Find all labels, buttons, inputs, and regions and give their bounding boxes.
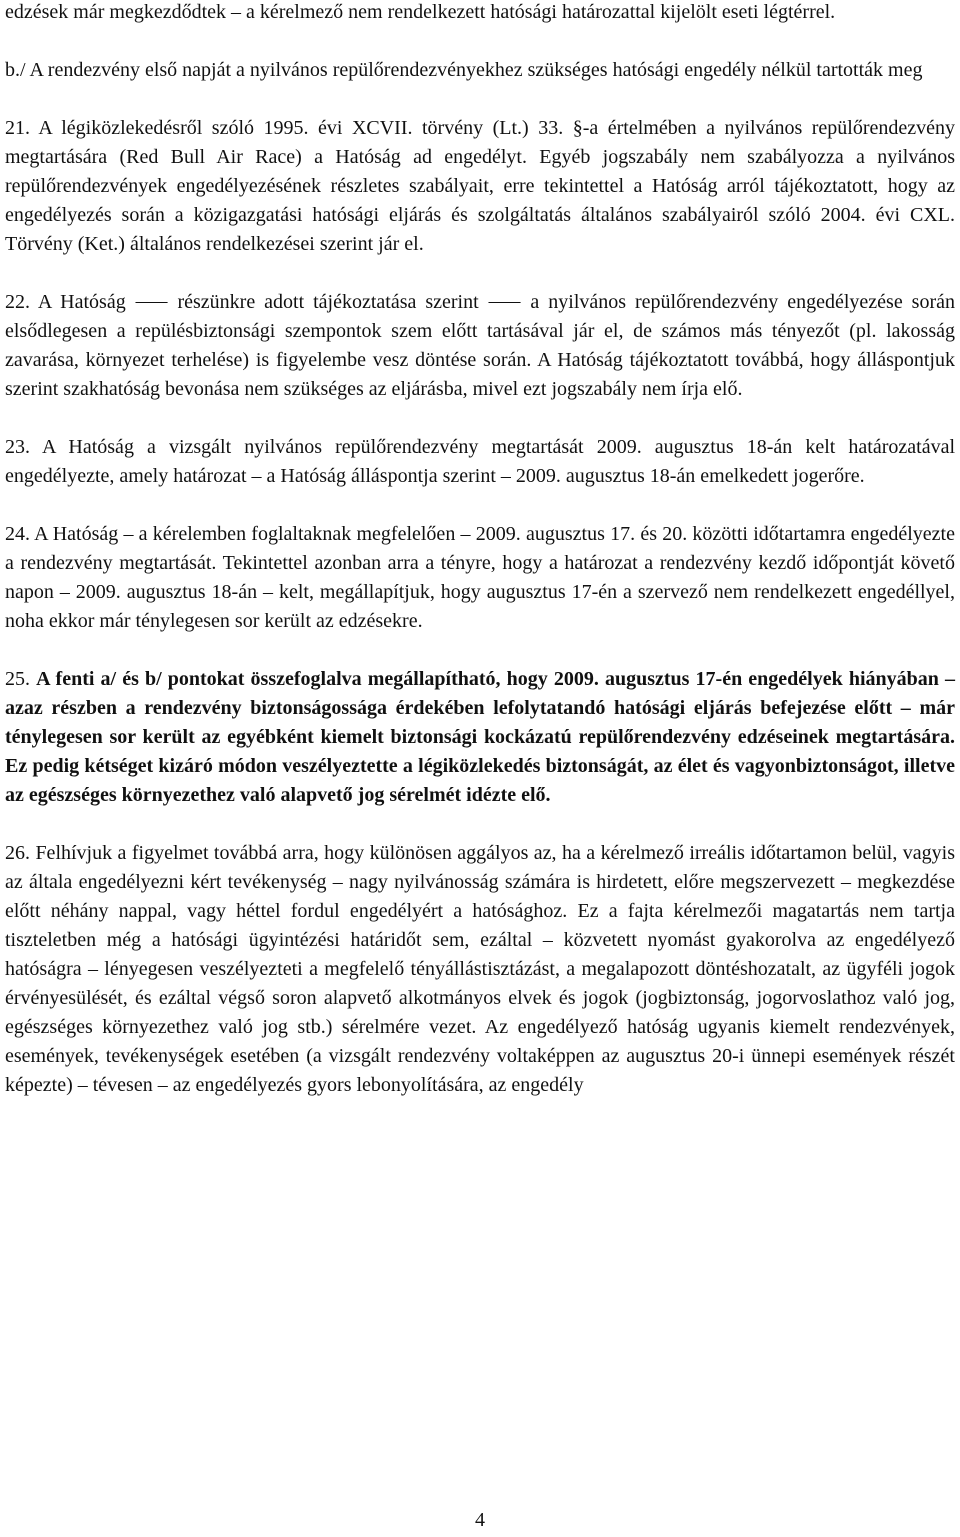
paragraph-subheading-b — [5, 56, 955, 85]
paragraph-continuation — [5, 0, 955, 27]
paragraph-text: A légiközlekedésről szóló 1995. évi XCVII. törvény (Lt.) 33. §-a értelmében a nyilvános repülőrendezvény megtartására (Red Bull Air Race) a Hatóság ad engedélyt. Egyéb jogszabály nem szabályozza a nyilvános repülőrendezvények engedélyezésének részletes szabályait, erre tekintettel a Hatóság arról tájékoztatott, hogy az engedélyezés során a közigazgatási hatósági eljárás és szolgáltatás általános szabályairól szóló 2004. évi CXL. Törvény (Ket.) általános rendelkezései szerint jár el. — [5, 117, 955, 255]
paragraph-23 — [5, 433, 955, 491]
page-number: 4 — [475, 1509, 485, 1531]
paragraph-26 — [5, 839, 955, 1100]
paragraph-text: A Hatóság ⸺ részünkre adott tájékoztatása szerint ⸺ a nyilvános repülőrendezvény engedélyezése során elsődlegesen a repülésbiztonsági szempontok szem előtt tartásával jár el, de számos más tényezőt (pl. lakosság zavarása, környezet terhelése) is figyelembe vesz döntése során. A Hatóság tájékoztatott továbbá, hogy álláspontjuk szerint szakhatóság bevonása nem szükséges az eljárásba, mivel ezt jogszabály nem írja elő. — [5, 291, 955, 400]
paragraph-number: 21. — [5, 117, 30, 139]
paragraph-number: 23. — [5, 436, 30, 458]
paragraph-bold-text: A fenti a/ és b/ pontokat összefoglalva megállapítható, hogy 2009. augusztus 17-én engedélyek hiányában – azaz részben a rendezvény biztonságossága érdekében lefolytatandó hatósági eljárás befejezése előtt – már ténylegesen sor került az egyébként kiemelt biztonsági kockázatú repülőrendezvény edzéseinek megtartására. Ez pedig kétséget kizáró módon veszélyeztette a légiközlekedés biztonságát, az élet és vagyonbiztonságot, illetve az egészséges környezethez való alapvető jog sérelmét idézte elő. — [5, 668, 955, 806]
paragraph-number: 25. — [5, 668, 30, 690]
paragraph-number: 22. — [5, 291, 30, 313]
paragraph-text: Felhívjuk a figyelmet továbbá arra, hogy különösen aggályos az, ha a kérelmező irreális időtartamon belül, vagyis az általa engedélyezni kért tevékenység – nagy nyilvánosság számára is hirdetett, előre megszervezett – megkezdése előtt néhány nappal, vagy héttel fordul engedélyért a hatósághoz. Ez a fajta kérelmezői magatartás nem tartja tiszteletben még a hatósági ügyintézési határidőt sem, ezáltal – közvetett nyomást gyakorolva az engedélyező hatóságra – lényegesen veszélyezteti a megfelelő tényállástisztázást, a megalapozott döntéshozatalt, az ügyféli jogok érvényesülését, és ezáltal végső soron alapvető alkotmányos elvek és jogok (jogbiztonság, jogorvoslathoz való jog, egészséges környezethez való jog stb.) sérelmére vezet. Az engedélyező hatóság ugyanis kiemelt rendezvények, események, tevékenységek esetében (a vizsgált rendezvény voltaképpen az augusztus 20-i ünnepi események részét képezte) – tévesen – az engedélyezés gyors lebonyolítására, az engedély — [5, 842, 956, 1096]
paragraph-number: 24. — [5, 523, 30, 545]
paragraph-number: 26. — [5, 842, 30, 864]
paragraph-text: A Hatóság – a kérelemben foglaltaknak megfelelően – 2009. augusztus 17. és 20. közötti időtartamra engedélyezte a rendezvény megtartását. Tekintettel azonban arra a tényre, hogy a határozat a rendezvény kezdő időpontját követő napon – 2009. augusztus 18-án – kelt, megállapítjuk, hogy augusztus 17-én a szervező nem rendelkezett engedéllyel, noha ekkor már ténylegesen sor került az edzésekre. — [5, 523, 955, 632]
paragraph-text: edzések már megkezdődtek – a kérelmező nem rendelkezett hatósági határozattal kijelölt eseti légtérrel. — [5, 1, 836, 23]
paragraph-text: A Hatóság a vizsgált nyilvános repülőrendezvény megtartását 2009. augusztus 18-án kelt határozatával engedélyezte, amely határozat – a Hatóság álláspontja szerint – 2009. augusztus 18-án emelkedett jogerőre. — [5, 436, 955, 487]
paragraph-text: b./ A rendezvény első napját a nyilvános repülőrendezvényekhez szükséges hatósági engedély nélkül tartották meg — [5, 59, 923, 81]
paragraph-24 — [5, 520, 955, 636]
paragraph-22 — [5, 288, 955, 404]
paragraph-25 — [5, 665, 955, 810]
paragraph-21 — [5, 114, 955, 259]
